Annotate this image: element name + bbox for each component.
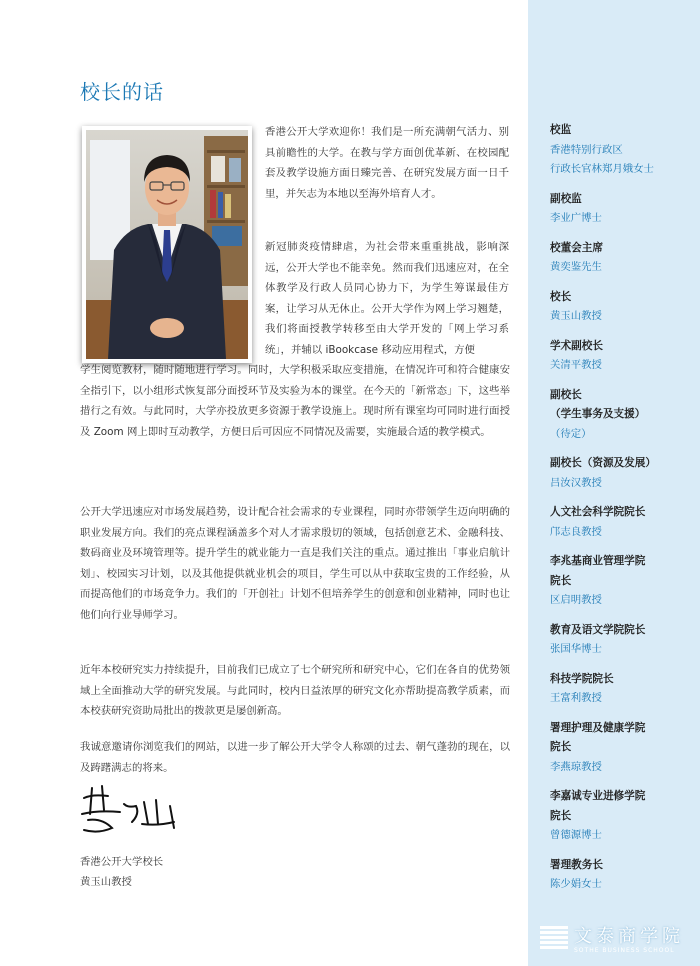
- officer-name: 区启明教授: [550, 594, 602, 606]
- officer-entry: [550, 856, 690, 895]
- officer-entry: [550, 337, 690, 376]
- officer-role: 署理教务长: [550, 858, 603, 871]
- watermark-logo-icon: [540, 926, 568, 950]
- officer-role: 李嘉诚专业进修学院: [550, 790, 646, 802]
- officer-entry: [550, 386, 690, 445]
- officer-entry: [550, 121, 690, 180]
- paragraph-programmes: 公开大学迅速应对市场发展趋势，设计配合社会需求的专业课程，同时亦带领学生迈向明确的职业发展方向。我们的亮点课程涵盖多个对人才需求殷切的领域，包括创意艺术、金融科技、数码商业及环境管理等。提升学生的就业能力一直是我们关注的重点。通过推出「事业启航计划」、校园实习计划，以及其他提供就业机会的项目，学生可以从中获取宝贵的工作经验，从而提高他们的市场竞争力。我们的「开创社」计划不但培养学生的创意和创业精神，同时也让他们向行业导师学习。: [80, 506, 510, 621]
- officer-name: 曾德源博士: [550, 829, 602, 841]
- page-title: 校长的话: [80, 80, 164, 104]
- officer-role: 副校长: [550, 388, 582, 401]
- officer-role: 校董会主席: [550, 241, 603, 254]
- officer-name: 香港特别行政区: [550, 143, 623, 156]
- paragraph-research: 近年本校研究实力持续提升，目前我们已成立了七个研究所和研究中心，它们在各自的优势领域上全面推动大学的研究发展。与此同时，校内日益浓厚的研究文化亦帮助提高教学质素，而本校获研究资助局批出的拨款更是屡创新高。: [80, 664, 510, 717]
- officer-role: 署理护理及健康学院: [550, 721, 646, 734]
- officer-name: 王富利教授: [550, 692, 602, 704]
- officer-name: 陈少娟女士: [550, 878, 602, 890]
- officer-role-extra: 院长: [550, 741, 572, 753]
- officer-role: 校监: [550, 124, 572, 136]
- paragraph-covid: 新冠肺炎疫情肆虐，为社会带来重重挑战，影响深远，公开大学也不能幸免。然而我们迅速应对，在全体教学及行政人员同心协力下，为学生筹谋最佳方案，让学习从无休止。公开大学作为网上学习翘楚，我们将面授教学转移至由大学开发的「网上学习系统」，并辅以 iBookcase 移动应用程式，方便: [265, 241, 509, 356]
- officer-entry: [550, 621, 690, 660]
- officers-list: [550, 121, 690, 905]
- officer-name: 吕汝汉教授: [550, 476, 602, 489]
- officer-role: 副校长（资源及发展）: [550, 457, 656, 469]
- officer-entry: [550, 288, 690, 327]
- officer-entry: [550, 190, 690, 229]
- officer-name: 邝志良教授: [550, 525, 602, 538]
- officer-name: 黄玉山教授: [550, 310, 602, 322]
- officer-name: 李业广博士: [550, 212, 602, 224]
- officer-entry: [550, 670, 690, 709]
- officer-role-extra: （学生事务及支援）: [550, 408, 646, 420]
- officer-entry: [550, 787, 690, 846]
- officer-entry: [550, 719, 690, 778]
- paragraph-intro: 香港公开大学欢迎你！我们是一所充满朝气活力、别具前瞻性的大学。在教与学方面创优革新、在校园配套及教学设施方面日臻完善、在研究发展方面一日千里，并矢志为本地以至海外培育人才。: [265, 126, 509, 200]
- officer-name: 行政长官林郑月娥女士: [550, 163, 654, 175]
- officer-entry: [550, 239, 690, 278]
- officer-name: 黄奕鉴先生: [550, 261, 602, 273]
- officer-entry: [550, 503, 690, 542]
- president-photo: [82, 126, 252, 363]
- officer-role: 学术副校长: [550, 339, 603, 352]
- signature-title: 香港公开大学校长: [80, 856, 164, 868]
- watermark: [540, 920, 695, 962]
- officer-role: 副校监: [550, 192, 582, 205]
- officer-name: 张国华博士: [550, 643, 602, 655]
- officer-role: 人文社会科学院院长: [550, 506, 646, 518]
- officer-role: 教育及语文学院院长: [550, 623, 646, 636]
- officer-role-extra: 院长: [550, 574, 572, 587]
- paragraph-invitation: 我诚意邀请你浏览我们的网站，以进一步了解公开大学令人称颂的过去、朝气蓬勃的现在，以及踌躇满志的将来。: [80, 741, 510, 774]
- watermark-subtext: SOTHE BUSINESS SCHOOL: [574, 947, 675, 954]
- officer-name: 李燕琼教授: [550, 760, 602, 773]
- officer-role: 校长: [550, 290, 572, 303]
- officer-role-extra: 院长: [550, 809, 572, 822]
- officer-entry: [550, 454, 690, 493]
- president-portrait-image: [86, 130, 248, 359]
- officer-name: 关清平教授: [550, 359, 602, 371]
- handwritten-signature: [78, 784, 198, 836]
- paragraph-covid-continued: 学生阅览教材，随时随地进行学习。同时，大学积极采取应变措施，在情况许可和符合健康安全指引下，以小组形式恢复部分面授环节及实验为本的课堂。在今天的「新常态」下，这些举措行之有效。与此同时，大学亦投放更多资源于教学设施上。现时所有课室均可同时进行面授及 Zoom 网上即时互动教学，方便日后可因应不同情况及需要，实施最合适的教学模式。: [80, 364, 510, 438]
- watermark-text: 文泰商学院: [574, 926, 684, 947]
- signature-name: 黄玉山教授: [80, 876, 132, 888]
- officer-name: （待定）: [550, 427, 592, 440]
- officer-role: 科技学院院长: [550, 672, 614, 685]
- officer-role: 李兆基商业管理学院: [550, 555, 646, 567]
- officer-entry: [550, 552, 690, 611]
